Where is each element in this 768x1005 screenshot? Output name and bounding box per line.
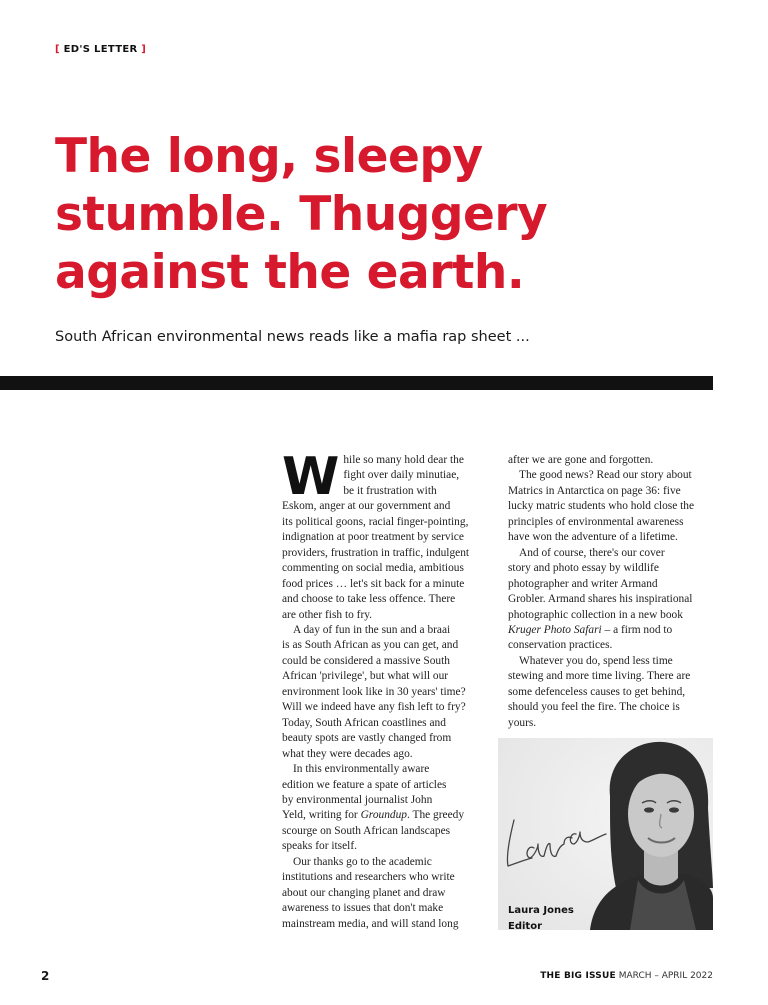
body-line: speaks for itself. (282, 840, 357, 853)
drop-cap: W (282, 447, 338, 507)
editor-title: Editor (508, 921, 542, 932)
body-line: A day of fun in the sun and a braai (293, 623, 451, 636)
page-number: 2 (41, 969, 50, 983)
body-line: scourge on South African landscapes (282, 824, 451, 837)
headline-line: against the earth. (55, 245, 525, 300)
body-line: The good news? Read our story about (519, 469, 692, 482)
body-line: edition we feature a spate of articles (282, 778, 447, 791)
body-line: after we are gone and forgotten. (508, 454, 654, 466)
standfirst: South African environmental news reads like a mafia rap sheet ... (55, 329, 530, 345)
body-line: environment look like in 30 years' time? (282, 685, 466, 698)
body-line: have won the adventure of a lifetime. (508, 531, 678, 544)
body-line: could be considered a massive South (282, 654, 450, 667)
body-line: conservation practices. (508, 639, 613, 652)
body-line: about our changing planet and draw (282, 886, 446, 899)
article-column-1 (282, 447, 490, 932)
body-line: fight over daily minutiae, (343, 469, 460, 482)
headline (55, 128, 695, 302)
bracket-open: [ (55, 44, 60, 55)
signature-block (508, 903, 574, 935)
body-line: by environmental journalist John (282, 793, 433, 806)
body-line: is as South African as you can get, and (282, 639, 459, 652)
editor-portrait (498, 738, 713, 930)
body-line: indignation at poor treatment by service (282, 531, 464, 544)
body-line: some defenceless causes to get behind, (508, 685, 686, 698)
body-line: mainstream media, and will stand long (282, 917, 459, 930)
body-line: its political goons, racial finger-pointing, (282, 515, 469, 528)
body-line: photographer and writer Armand (508, 577, 658, 590)
body-line: beauty spots are vastly changed from (282, 732, 452, 745)
footer-publication-info (540, 971, 713, 981)
body-line: photographic collection in a new book (508, 608, 683, 621)
body-line: institutions and researchers who write (282, 871, 455, 884)
body-line: Eskom, anger at our government and (282, 500, 451, 513)
body-line: lucky matric students who hold close the (508, 500, 695, 513)
editor-photo (498, 738, 713, 930)
body-line: yours. (508, 716, 537, 729)
body-line: Our thanks go to the academic (293, 855, 432, 868)
body-line: hile so many hold dear the (343, 454, 464, 466)
section-label (55, 44, 146, 55)
body-line: Matrics in Antarctica on page 36: five (508, 484, 681, 497)
body-line: African 'privilege', but what will our (282, 670, 449, 683)
body-line: Kruger Photo Safari – a firm nod to (508, 623, 673, 636)
body-line: commenting on social media, ambitious (282, 562, 464, 575)
body-line: are other fish to fry. (282, 608, 373, 621)
body-line: In this environmentally aware (293, 763, 430, 776)
bracket-close: ] (141, 44, 147, 55)
body-line: principles of environmental awareness (508, 515, 684, 528)
body-line: Whatever you do, spend less time (519, 654, 673, 667)
body-line: and choose to take less offence. There (282, 593, 456, 606)
body-line: story and photo essay by wildlife (508, 562, 659, 575)
body-line: Grobler. Armand shares his inspirational (508, 593, 693, 606)
publication-name: THE BIG ISSUE (540, 971, 616, 981)
body-line: Will we indeed have any fish left to fry? (282, 701, 466, 714)
body-line: what they were decades ago. (282, 747, 413, 760)
body-line: be it frustration with (343, 484, 437, 497)
article-column-2 (508, 453, 718, 762)
section-label-text: ED'S LETTER (63, 44, 138, 55)
body-line: should you feel the fire. The choice is (508, 701, 680, 714)
body-line: And of course, there's our cover (519, 546, 665, 559)
body-line: stewing and more time living. There are (508, 670, 691, 683)
body-line: Today, South African coastlines and (282, 716, 446, 729)
body-line: food prices … let's sit back for a minute (282, 577, 465, 590)
headline-line: stumble. Thuggery (55, 187, 548, 242)
body-line: providers, frustration in traffic, indulgent (282, 546, 470, 559)
issue-date: MARCH – APRIL 2022 (618, 971, 713, 981)
body-line: awareness to issues that don't make (282, 902, 444, 915)
body-line: Yeld, writing for Groundup. The greedy (282, 809, 465, 822)
headline-line: The long, sleepy (55, 129, 483, 184)
section-divider (0, 376, 713, 390)
editor-name: Laura Jones (508, 905, 574, 916)
